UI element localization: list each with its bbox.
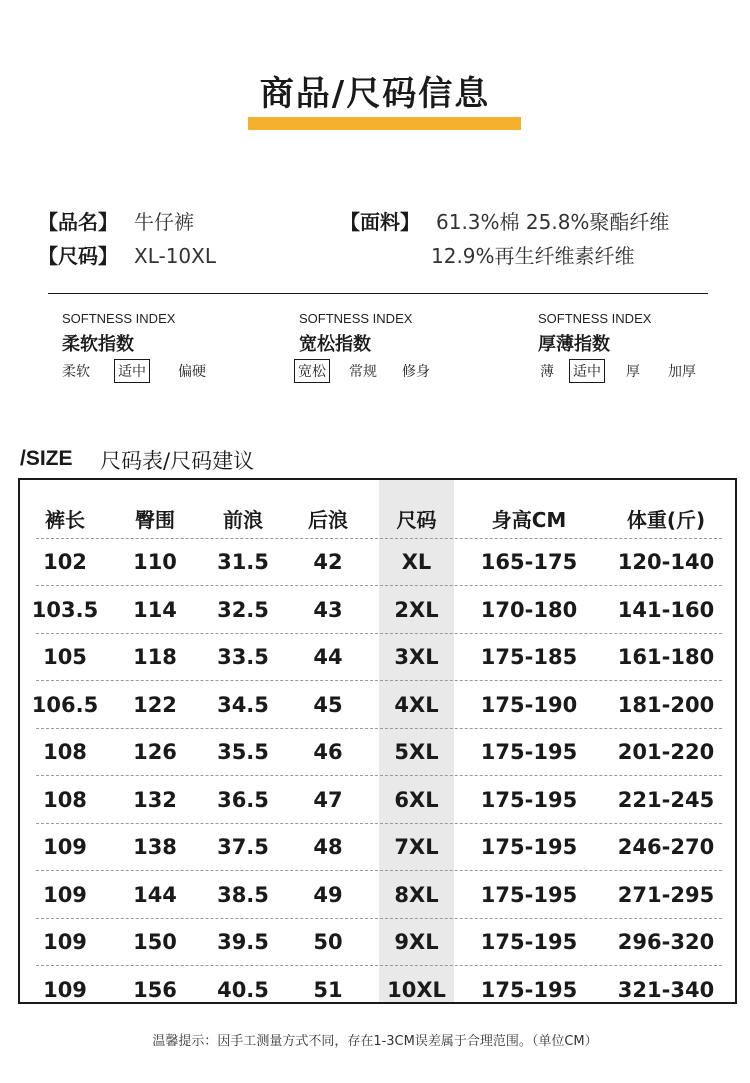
index-option: 常规: [349, 364, 377, 380]
table-cell: 110: [133, 550, 177, 574]
table-cell: 4XL: [394, 692, 439, 717]
table-header: 身高CM: [491, 508, 567, 532]
table-cell: 175-195: [480, 882, 578, 907]
index-option-selected: 适中: [114, 359, 150, 383]
table-cell: 48: [313, 835, 343, 859]
table-cell: 45: [313, 692, 343, 717]
product-name-row: [38, 206, 194, 235]
table-cell: 165-175: [480, 550, 578, 574]
table-cell: 296-320: [617, 930, 715, 954]
table-cell: 108: [43, 787, 87, 812]
size-range-key: 【尺码】: [38, 244, 118, 268]
table-cell: 109: [43, 882, 87, 907]
table-cell: 221-245: [617, 787, 715, 812]
row-separator: [36, 680, 722, 681]
row-separator: [36, 823, 722, 824]
table-cell: 150: [133, 930, 177, 954]
table-cell: 132: [133, 787, 177, 812]
table-cell: 120-140: [617, 550, 715, 574]
table-cell: 161-180: [617, 645, 715, 669]
table-cell: 114: [133, 597, 177, 622]
table-cell: 31.5: [217, 550, 269, 574]
table-cell: 126: [133, 740, 177, 764]
table-cell: XL: [401, 550, 432, 574]
title-underline-bar: [248, 117, 521, 130]
table-cell: 10XL: [387, 977, 446, 1002]
table-cell: 271-295: [617, 882, 715, 907]
index-option: 厚: [626, 364, 640, 380]
table-header: 体重(斤): [626, 508, 706, 532]
fabric-row: [340, 206, 669, 235]
thickness-index-block: [538, 311, 651, 356]
table-cell: 175-195: [480, 787, 578, 812]
table-cell: 7XL: [394, 835, 439, 859]
table-cell: 109: [43, 977, 87, 1002]
index-option-selected: 宽松: [294, 359, 330, 383]
index-zh-label: 宽松指数: [299, 334, 371, 355]
table-cell: 49: [313, 882, 343, 907]
table-cell: 9XL: [394, 930, 439, 954]
table-cell: 44: [313, 645, 343, 669]
table-cell: 246-270: [617, 835, 715, 859]
row-separator: [36, 538, 722, 539]
table-cell: 175-195: [480, 977, 578, 1002]
index-option: 柔软: [62, 364, 90, 380]
row-separator: [36, 728, 722, 729]
table-cell: 109: [43, 835, 87, 859]
table-cell: 321-340: [617, 977, 715, 1002]
table-cell: 5XL: [394, 740, 439, 764]
table-cell: 170-180: [480, 597, 578, 622]
table-cell: 38.5: [217, 882, 269, 907]
fabric-row-2: [431, 240, 635, 269]
index-en-label: SOFTNESS INDEX: [299, 311, 413, 326]
row-separator: [36, 965, 722, 966]
product-name-value: 牛仔裤: [134, 210, 194, 234]
table-cell: 156: [133, 977, 177, 1002]
table-cell: 42: [313, 550, 343, 574]
table-header: 前浪: [223, 508, 263, 532]
table-cell: 175-195: [480, 835, 578, 859]
table-header: 尺码: [396, 508, 437, 532]
fabric-key: 【面料】: [340, 210, 420, 234]
index-zh-label: 厚薄指数: [538, 334, 610, 355]
table-cell: 103.5: [31, 597, 99, 622]
table-cell: 138: [133, 835, 177, 859]
row-separator: [36, 633, 722, 634]
footer-note: 温馨提示：因手工测量方式不同，存在1-3CM误差属于合理范围。（单位CM）: [152, 1034, 598, 1049]
table-cell: 35.5: [217, 740, 269, 764]
row-separator: [36, 870, 722, 871]
softness-index-block: [62, 311, 175, 356]
table-cell: 201-220: [617, 740, 715, 764]
table-cell: 2XL: [394, 597, 439, 622]
table-cell: 39.5: [217, 930, 269, 954]
table-header: 臀围: [135, 508, 175, 532]
table-cell: 105: [43, 645, 87, 669]
table-cell: 43: [313, 597, 343, 622]
table-cell: 141-160: [617, 597, 715, 622]
table-cell: 34.5: [217, 692, 269, 717]
table-cell: 175-185: [480, 645, 578, 669]
table-cell: 175-195: [480, 740, 578, 764]
index-en-label: SOFTNESS INDEX: [62, 311, 176, 326]
table-cell: 37.5: [217, 835, 269, 859]
table-header: 裤长: [45, 508, 85, 532]
table-cell: 50: [313, 930, 343, 954]
table-cell: 47: [313, 787, 343, 812]
table-cell: 181-200: [617, 692, 715, 717]
table-cell: 122: [133, 692, 177, 717]
table-cell: 32.5: [217, 597, 269, 622]
table-cell: 6XL: [394, 787, 439, 812]
table-cell: 175-190: [480, 692, 578, 717]
table-cell: 51: [313, 977, 343, 1002]
table-cell: 118: [133, 645, 177, 669]
fabric-value-line1: 61.3%棉 25.8%聚酯纤维: [436, 210, 670, 234]
index-option: 薄: [540, 364, 554, 380]
index-option: 加厚: [668, 364, 696, 380]
index-en-label: SOFTNESS INDEX: [538, 311, 652, 326]
table-cell: 109: [43, 930, 87, 954]
table-cell: 46: [313, 740, 343, 764]
row-separator: [36, 775, 722, 776]
row-separator: [36, 585, 722, 586]
table-cell: 33.5: [217, 645, 269, 669]
fabric-value-line2: 12.9%再生纤维素纤维: [431, 244, 635, 268]
table-header: 后浪: [308, 508, 348, 532]
index-option: 偏硬: [178, 364, 206, 380]
size-section-zh: 尺码表/尺码建议: [100, 449, 255, 473]
table-cell: 144: [133, 882, 177, 907]
table-cell: 36.5: [217, 787, 269, 812]
index-option-selected: 适中: [569, 359, 605, 383]
index-option: 修身: [402, 364, 430, 380]
table-cell: 175-195: [480, 930, 578, 954]
index-zh-label: 柔软指数: [62, 334, 134, 355]
row-separator: [36, 918, 722, 919]
table-cell: 108: [43, 740, 87, 764]
table-cell: 8XL: [394, 882, 439, 907]
table-cell: 3XL: [394, 645, 439, 669]
size-range-value: XL-10XL: [134, 244, 217, 268]
size-section-en: /SIZE: [20, 447, 73, 470]
section-divider: [48, 293, 708, 294]
table-cell: 102: [43, 550, 87, 574]
table-cell: 40.5: [217, 977, 269, 1002]
looseness-index-block: [299, 311, 412, 356]
page-title: 商品/尺码信息: [259, 74, 491, 114]
size-range-row: [38, 240, 216, 269]
table-cell: 106.5: [31, 692, 99, 717]
product-name-key: 【品名】: [38, 210, 118, 234]
